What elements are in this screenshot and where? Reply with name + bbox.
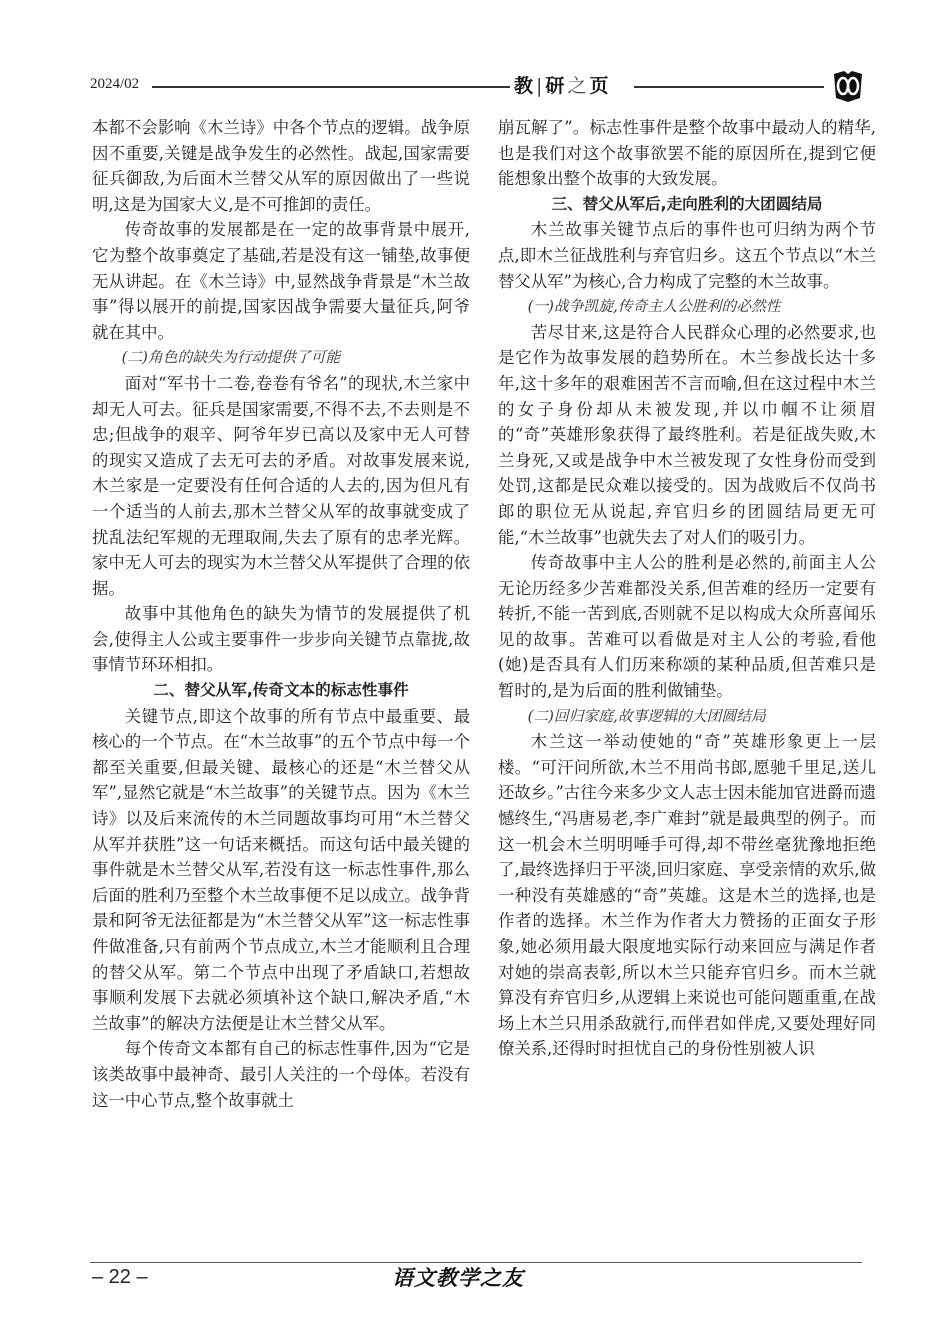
subsection-heading: (二)回归家庭,故事逻辑的大团圆结局	[527, 707, 766, 725]
paragraph: 故事中其他角色的缺失为情节的发展提供了机会,使得主人公或主要事件一步步向关键节点靠拢,故事情节环环相扣。	[92, 604, 470, 675]
section-title-char: 研	[545, 75, 567, 97]
paragraph: 崩瓦解了”。标志性事件是整个故事中最动人的精华,也是我们对这个故事欲罢不能的原因所在,提到它便能想象出整个故事的大致发展。	[498, 118, 876, 189]
issue-date: 2024/02	[90, 76, 140, 92]
paragraph: 传奇故事中主人公的胜利是必然的,前面主人公无论历经多少苦难都没关系,但苦难的经历一定要有转折,不能一苦到底,否则就不足以构成大众所喜闻乐见的故事。苦难可以看做是对主人公的考验,看他(她)是否具有人们历来称颂的某种品质,但苦难只是暂时的,是为后面的胜利做铺垫。	[498, 553, 876, 701]
journal-logo-icon	[830, 68, 866, 104]
header-rule-left	[152, 86, 510, 88]
paragraph: 本都不会影响《木兰诗》中各个节点的逻辑。战争原因不重要,关键是战争发生的必然性。战起,国家需要征兵御敌,为后面木兰替父从军的原因做出了一些说明,这是为国家大义,是不可推卸的责任。	[92, 118, 470, 214]
section-title-char: 页	[589, 75, 611, 97]
section-title-char: 教	[514, 75, 536, 97]
page-number: – 22 –	[92, 1266, 148, 1288]
section-heading: 二、替父从军,传奇文本的标志性事件	[153, 681, 409, 700]
section-heading: 三、替父从军后,走向胜利的大团圆结局	[551, 194, 823, 213]
subsection-heading: (一)战争凯旋,传奇主人公胜利的必然性	[527, 298, 781, 316]
paragraph: 传奇故事的发展都是在一定的故事背景中展开,它为整个故事奠定了基础,若是没有这一铺垫,故事便无从讲起。在《木兰诗》中,显然战争背景是“木兰故事”得以展开的前提,国家因战争需要大量征兵,阿爷就在其中。	[92, 220, 470, 342]
paragraph: 木兰故事关键节点后的事件也可归纳为两个节点,即木兰征战胜利与弃官归乡。这五个节点以“木兰替父从军”为核心,合力构成了完整的木兰故事。	[498, 220, 876, 291]
paragraph: 每个传奇文本都有自己的标志性事件,因为“它是该类故事中最神奇、最引人关注的一个母体。若没有这一中心节点,整个故事就土	[92, 1039, 470, 1110]
section-title: 教|研之页	[514, 75, 611, 97]
paragraph: 苦尽甘来,这是符合人民群众心理的必然要求,也是它作为故事发展的趋势所在。木兰参战长达十多年,这十多年的艰难困苦不言而喻,但在这过程中木兰的女子身份却从未被发现,并以巾帼不让须眉的“奇”英雄形象获得了最终胜利。若是征战失败,木兰身死,又或是战争中木兰被发现了女性身份而受到处罚,这都是民众难以接受的。因为战败后不仅尚书郎的职位无从说起,弃官归乡的团圆结局更无可能,“木兰故事”也就失去了对人们的吸引力。	[498, 322, 876, 547]
left-column	[92, 115, 470, 1113]
paragraph: 关键节点,即这个故事的所有节点中最重要、最核心的一个节点。在“木兰故事”的五个节点中每一个都至关重要,但最关键、最核心的还是“木兰替父从军”,显然它就是“木兰故事”的关键节点。因为《木兰诗》以及后来流传的木兰同题故事均可用“木兰替父从军并获胜”这一句话来概括。而这句话中最关键的事件就是木兰替父从军,若没有这一标志性事件,那么后面的胜利乃至整个木兰故事便不足以成立。战争背景和阿爷无法征都是为“木兰替父从军”这一标志性事件做准备,只有前两个节点成立,木兰才能顺利且合理的替父从军。第二个节点中出现了矛盾缺口,若想故事顺利发展下去就必须填补这个缺口,解决矛盾,“木兰故事”的解决方法便是让木兰替父从军。	[92, 706, 470, 1033]
page-header	[90, 68, 872, 108]
subsection-heading: (二)角色的缺失为行动提供了可能	[121, 349, 341, 367]
paragraph: 面对“军书十二卷,卷卷有爷名”的现状,木兰家中却无人可去。征兵是国家需要,不得不去,不去则是不忠;但战争的艰辛、阿爷年岁已高以及家中无人可替的现实又造成了去无可去的矛盾。对故事发展来说,木兰家是一定要没有任何合适的人去的,因为但凡有一个适当的人前去,那木兰替父从军的故事就变成了扰乱法纪军规的无理取闹,失去了原有的忠孝光辉。家中无人可去的现实为木兰替父从军提供了合理的依据。	[92, 373, 470, 598]
header-rule-right	[634, 86, 824, 88]
paragraph: 木兰这一举动使她的“奇”英雄形象更上一层楼。“可汗问所欲,木兰不用尚书郎,愿驰千里足,送儿还故乡。”古往今来多少文人志士因未能加官进爵而遗憾终生,“冯唐易老,李广难封”就是最典型的例子。而这一机会木兰明明唾手可得,却不带丝毫犹豫地拒绝了,最终选择归于平淡,回归家庭、享受亲情的欢乐,做一种没有英雄感的“奇”英雄。这是木兰的选择,也是作者的选择。木兰作为作者大力赞扬的正面女子形象,她必须用最大限度地实际行动来回应与满足作者对她的崇高表彰,所以木兰只能弃官归乡。而木兰就算没有弃官归乡,从逻辑上来说也可能问题重重,在战场上木兰只用杀敌就行,而伴君如伴虎,又要处理好同僚关系,还得时时担忧自己的身份性别被人识	[498, 732, 876, 1059]
magazine-name: 语文教学之友	[392, 1265, 524, 1290]
right-column	[498, 115, 876, 1062]
